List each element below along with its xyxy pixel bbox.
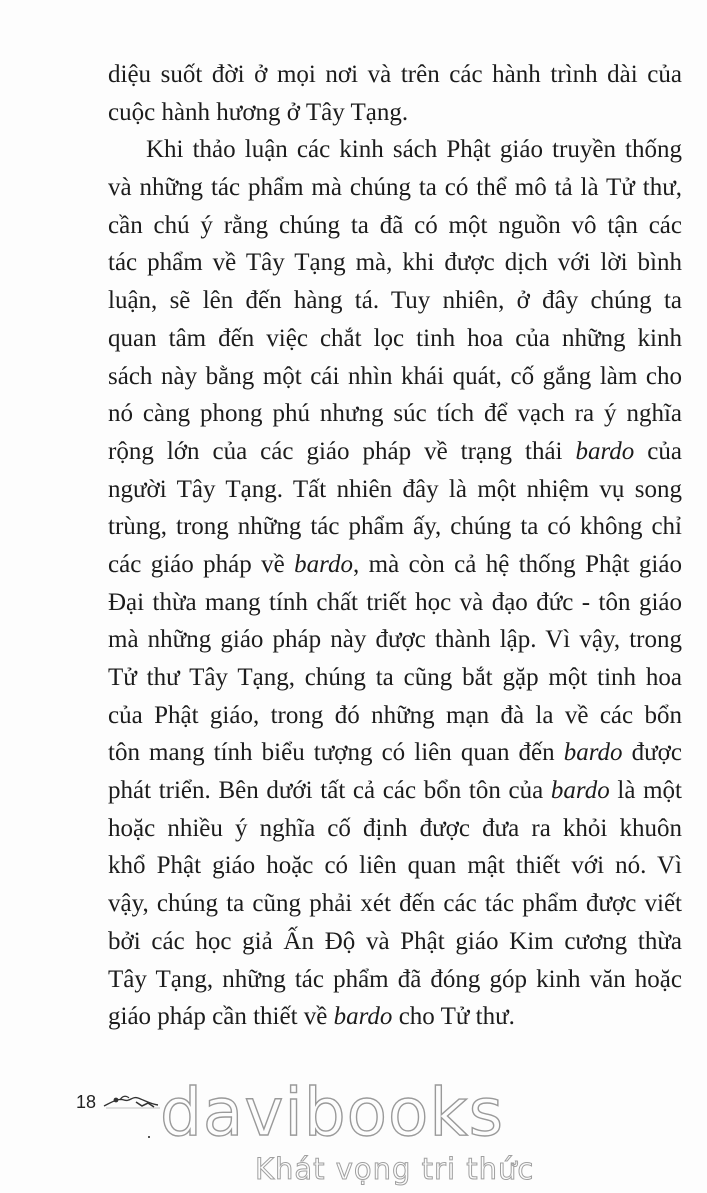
text-line-segment: phát triển. Bên dưới tất cả các bổn tôn của <box>108 777 551 805</box>
text-line <box>108 659 682 697</box>
page-number: 18 <box>76 1092 97 1112</box>
italic-term: bardo <box>294 550 353 578</box>
text-line <box>108 320 682 358</box>
italic-term: bardo <box>333 1003 393 1031</box>
text-line <box>108 998 682 1036</box>
italic-term: bardo <box>563 739 623 767</box>
italic-term: bardo <box>550 777 610 805</box>
text-line-segment: được <box>622 739 682 767</box>
text-line <box>108 885 682 923</box>
text-line-segment: cần chú ý rằng chúng ta đã có một nguồn vô tận các <box>108 211 682 239</box>
text-line <box>108 282 682 320</box>
text-line-segment: mà những giáo pháp này được thành lập. Vì vậy, trong <box>108 626 682 654</box>
text-line-segment: Khi thảo luận các kinh sách Phật giáo truyền thống <box>146 136 682 164</box>
text-line-segment: trùng, trong những tác phẩm ấy, chúng ta có không chỉ <box>108 513 682 541</box>
text-line-segment: sách này bằng một cái nhìn khái quát, cố gắng làm cho <box>108 362 682 390</box>
speck <box>148 1136 150 1138</box>
text-line <box>108 734 682 772</box>
text-line <box>108 244 682 282</box>
text-line-segment: người Tây Tạng. Tất nhiên đây là một nhiệm vụ song <box>108 475 682 503</box>
italic-term: bardo <box>575 437 635 465</box>
text-line-segment: Tử thư Tây Tạng, chúng ta cũng bắt gặp một tinh hoa <box>108 664 682 691</box>
text-line-segment: và những tác phẩm mà chúng ta có thể mô tả là Tử thư, <box>108 174 682 202</box>
text-line <box>108 847 682 885</box>
text-line-segment: cho Tử thư. <box>392 1003 515 1031</box>
text-line-segment: vậy, chúng ta cũng phải xét đến các tác phẩm được viết <box>108 890 682 918</box>
reclining-figure-ornament-icon <box>102 1090 162 1112</box>
body-text <box>108 56 682 1036</box>
text-line-segment: quan tâm đến việc chắt lọc tinh hoa của những kinh <box>108 324 682 352</box>
text-line-segment: tác phẩm về Tây Tạng mà, khi được dịch với lời bình <box>108 249 682 277</box>
text-line-segment: bởi các học giả Ấn Độ và Phật giáo Kim cương thừa <box>108 927 682 955</box>
text-line-segment: khổ Phật giáo hoặc có liên quan mật thiết với nó. Vì <box>108 852 682 880</box>
text-line <box>108 546 682 584</box>
text-line-segment: cuộc hành hương ở Tây Tạng. <box>108 98 409 126</box>
watermark-tagline: Khát vọng tri thức <box>255 1152 535 1186</box>
text-line-segment: rộng lớn của các giáo pháp về trạng thái <box>108 437 576 465</box>
text-line <box>108 94 682 132</box>
text-line-segment: luận, sẽ lên đến hàng tá. Tuy nhiên, ở đây chúng ta <box>108 287 682 315</box>
text-line-segment: của Phật giáo, trong đó những mạn đà la về các bổn <box>108 701 682 729</box>
watermark-brand: davibooks <box>160 1074 504 1151</box>
text-line-segment: là một <box>609 777 682 805</box>
text-line-segment: diệu suốt đời ở mọi nơi và trên các hành trình dài của <box>108 61 682 88</box>
text-line-segment: hoặc nhiều ý nghĩa cố định được đưa ra khỏi khuôn <box>108 814 682 842</box>
text-line-segment: nó càng phong phú nhưng súc tích để vạch ra ý nghĩa <box>108 400 682 428</box>
text-line <box>108 697 682 735</box>
text-line-segment: Tây Tạng, những tác phẩm đã đóng góp kinh văn hoặc <box>108 965 682 993</box>
text-line-segment: của <box>634 437 682 465</box>
text-line <box>108 961 682 999</box>
text-line <box>108 621 682 659</box>
text-line <box>108 772 682 810</box>
text-line-segment: các giáo pháp về <box>108 550 295 578</box>
text-line <box>108 56 682 94</box>
text-line <box>108 358 682 396</box>
text-line <box>108 395 682 433</box>
text-line <box>108 471 682 509</box>
text-line <box>108 169 682 207</box>
text-line <box>108 433 682 471</box>
page-footer <box>0 1074 707 1193</box>
text-line <box>108 131 682 169</box>
text-line-segment: giáo pháp cần thiết về <box>108 1003 334 1031</box>
text-line <box>108 508 682 546</box>
text-line <box>108 810 682 848</box>
text-line <box>108 207 682 245</box>
text-line <box>108 584 682 622</box>
text-line <box>108 923 682 961</box>
text-line-segment: tôn mang tính biểu tượng có liên quan đến <box>108 739 564 767</box>
text-line-segment: , mà còn cả hệ thống Phật giáo <box>352 550 682 578</box>
text-line-segment: Đại thừa mang tính chất triết học và đạo đức - tôn giáo <box>108 588 682 616</box>
